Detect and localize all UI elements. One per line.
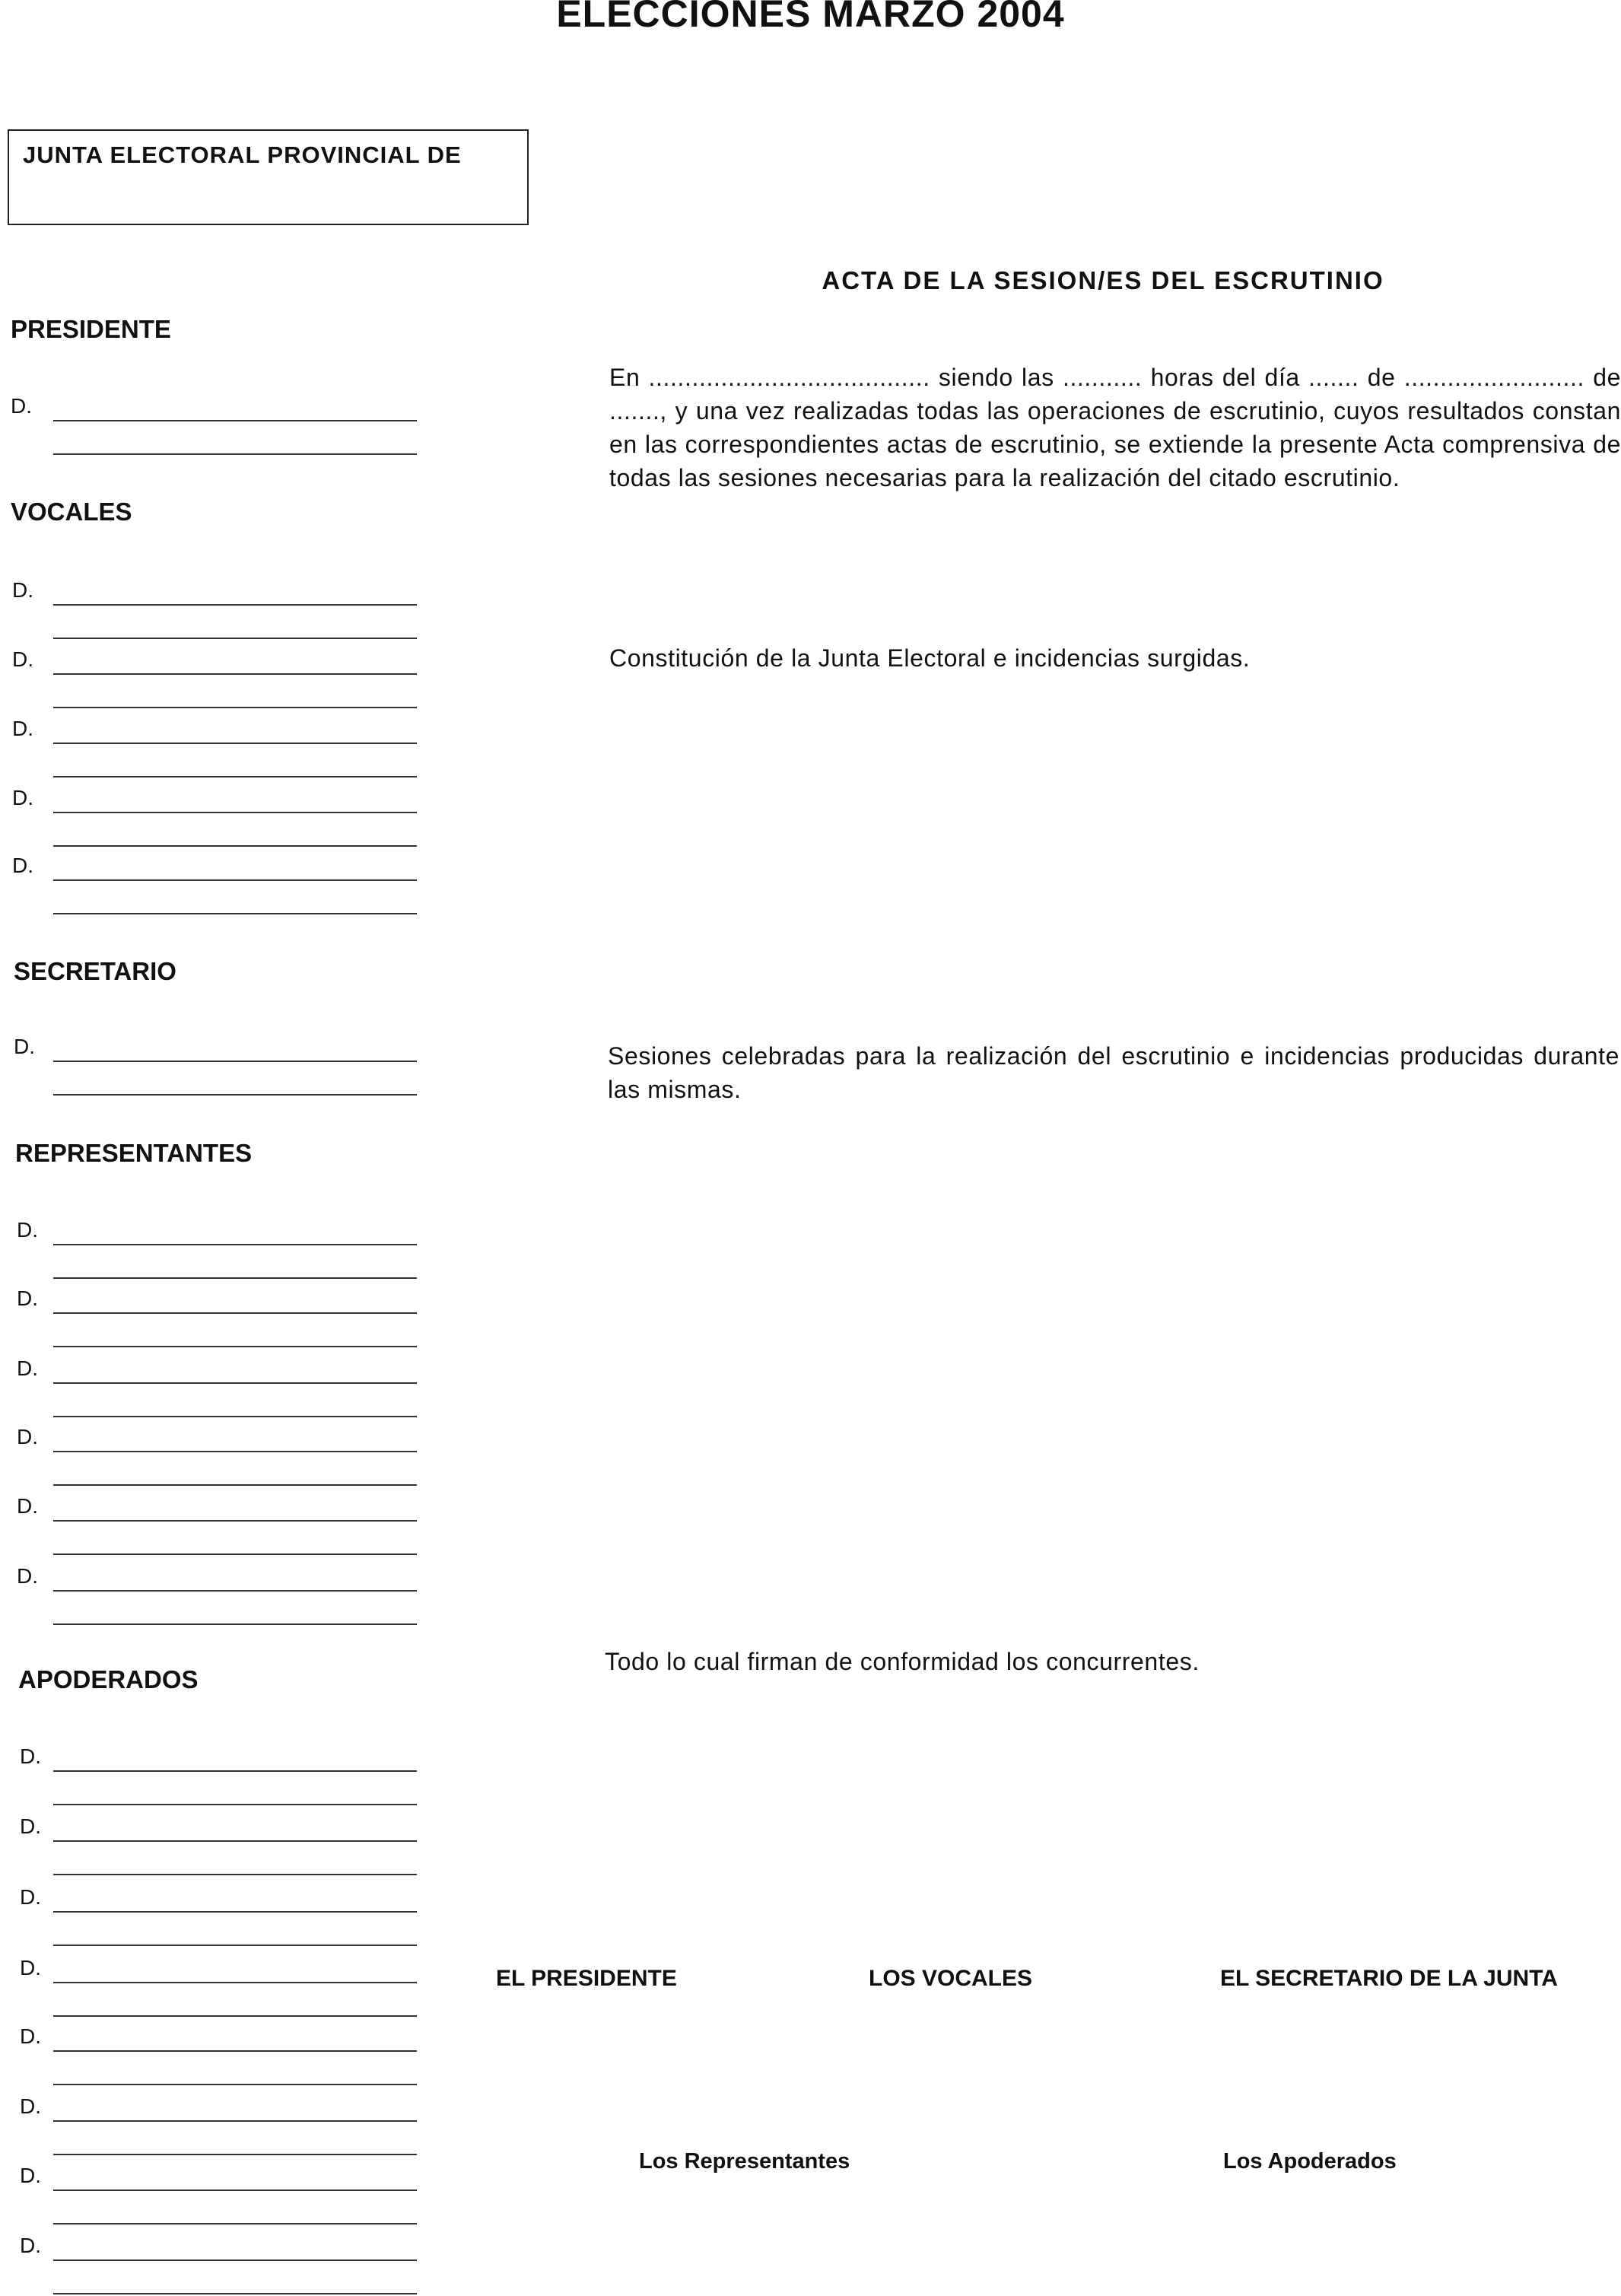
name-line-apoderados[interactable]	[53, 1770, 417, 1772]
name-line-2-representantes[interactable]	[53, 1553, 417, 1555]
name-line-vocales[interactable]	[53, 743, 417, 744]
name-line-representantes[interactable]	[53, 1520, 417, 1522]
name-line-2-apoderados[interactable]	[53, 2015, 417, 2017]
d-label-apoderados: D.	[20, 1814, 41, 1838]
name-line-apoderados[interactable]	[53, 2120, 417, 2122]
document-title: ELECCIONES MARZO 2004	[556, 0, 1065, 35]
intro-paragraph: En ....................................... siendo las ........... horas del día ....... de ......................... de ......., y una vez realizadas todas las operaciones de escrutinio, cuyos resultados constan en las correspondientes actas de escrutinio, se extiende la presente Acta comprensiva de todas las sesiones necesarias para la realización del citado escrutinio.	[609, 364, 1621, 491]
section-secretario: SECRETARIO	[14, 957, 176, 985]
section-apoderados: APODERADOS	[18, 1665, 199, 1693]
section-presidente: PRESIDENTE	[11, 315, 171, 343]
name-line-2-apoderados[interactable]	[53, 1874, 417, 1875]
name-line-2-representantes[interactable]	[53, 1416, 417, 1417]
d-label-vocales: D.	[12, 578, 33, 602]
name-line-representantes[interactable]	[53, 1382, 417, 1384]
name-line-presidente[interactable]	[53, 420, 417, 421]
section-vocales: VOCALES	[11, 498, 132, 526]
name-line-representantes[interactable]	[53, 1451, 417, 1452]
signature-presidente: EL PRESIDENTE	[496, 1966, 677, 1991]
name-line-2-apoderados[interactable]	[53, 2293, 417, 2294]
name-line-representantes[interactable]	[53, 1312, 417, 1314]
d-label-representantes: D.	[17, 1218, 38, 1242]
name-line-2-vocales[interactable]	[53, 913, 417, 914]
name-line-vocales[interactable]	[53, 604, 417, 606]
name-line-2-vocales[interactable]	[53, 707, 417, 708]
section-representantes: REPRESENTANTES	[15, 1139, 253, 1167]
name-line-2-secretario[interactable]	[53, 1094, 417, 1096]
name-line-representantes[interactable]	[53, 1590, 417, 1592]
d-label-representantes: D.	[17, 1564, 38, 1588]
name-line-vocales[interactable]	[53, 673, 417, 675]
name-line-2-vocales[interactable]	[53, 845, 417, 847]
d-label-apoderados: D.	[20, 1885, 41, 1909]
junta-electoral-box[interactable]	[8, 129, 529, 225]
d-label-representantes: D.	[17, 1494, 38, 1518]
name-line-2-representantes[interactable]	[53, 1277, 417, 1279]
d-label-vocales: D.	[12, 647, 33, 671]
d-label-representantes: D.	[17, 1425, 38, 1449]
name-line-apoderados[interactable]	[53, 1840, 417, 1842]
constitucion-text: Constitución de la Junta Electoral e incidencias surgidas.	[609, 644, 1251, 672]
d-label-secretario: D.	[14, 1035, 35, 1058]
signature-apoderados: Los Apoderados	[1223, 2149, 1397, 2174]
conformidad-text: Todo lo cual firman de conformidad los concurrentes.	[605, 1648, 1200, 1675]
name-line-2-apoderados[interactable]	[53, 1804, 417, 1805]
d-label-vocales: D.	[12, 717, 33, 740]
name-line-2-vocales[interactable]	[53, 638, 417, 639]
sesiones-text: Sesiones celebradas para la realización del escrutinio e incidencias producidas durante las mismas.	[608, 1042, 1619, 1103]
name-line-apoderados[interactable]	[53, 2050, 417, 2052]
name-line-apoderados[interactable]	[53, 1911, 417, 1913]
name-line-apoderados[interactable]	[53, 2259, 417, 2261]
d-label-apoderados: D.	[20, 2234, 41, 2257]
name-line-2-representantes[interactable]	[53, 1623, 417, 1625]
d-label-apoderados: D.	[20, 1956, 41, 1980]
d-label-apoderados: D.	[20, 1744, 41, 1768]
name-line-2-vocales[interactable]	[53, 776, 417, 778]
name-line-apoderados[interactable]	[53, 2189, 417, 2191]
name-line-apoderados[interactable]	[53, 1982, 417, 1983]
d-label-apoderados: D.	[20, 2164, 41, 2187]
name-line-secretario[interactable]	[53, 1061, 417, 1062]
d-label-vocales: D.	[12, 854, 33, 877]
name-line-2-apoderados[interactable]	[53, 2154, 417, 2155]
name-line-vocales[interactable]	[53, 812, 417, 813]
name-line-2-representantes[interactable]	[53, 1484, 417, 1486]
d-label-apoderados: D.	[20, 2094, 41, 2118]
name-line-2-presidente[interactable]	[53, 453, 417, 455]
d-label-apoderados: D.	[20, 2024, 41, 2048]
junta-electoral-label: JUNTA ELECTORAL PROVINCIAL DE	[23, 142, 462, 168]
signature-secretario: EL SECRETARIO DE LA JUNTA	[1220, 1966, 1558, 1991]
name-line-2-apoderados[interactable]	[53, 2084, 417, 2085]
signature-representantes: Los Representantes	[639, 2149, 850, 2174]
d-label-representantes: D.	[17, 1286, 38, 1310]
name-line-2-representantes[interactable]	[53, 1346, 417, 1347]
acta-title: ACTA DE LA SESION/ES DEL ESCRUTINIO	[822, 266, 1384, 294]
signature-vocales: LOS VOCALES	[869, 1966, 1033, 1991]
name-line-2-apoderados[interactable]	[53, 2223, 417, 2224]
name-line-representantes[interactable]	[53, 1244, 417, 1245]
name-line-vocales[interactable]	[53, 879, 417, 881]
name-line-2-apoderados[interactable]	[53, 1945, 417, 1946]
d-label-vocales: D.	[12, 786, 33, 809]
d-label-presidente: D.	[11, 394, 32, 418]
d-label-representantes: D.	[17, 1356, 38, 1380]
